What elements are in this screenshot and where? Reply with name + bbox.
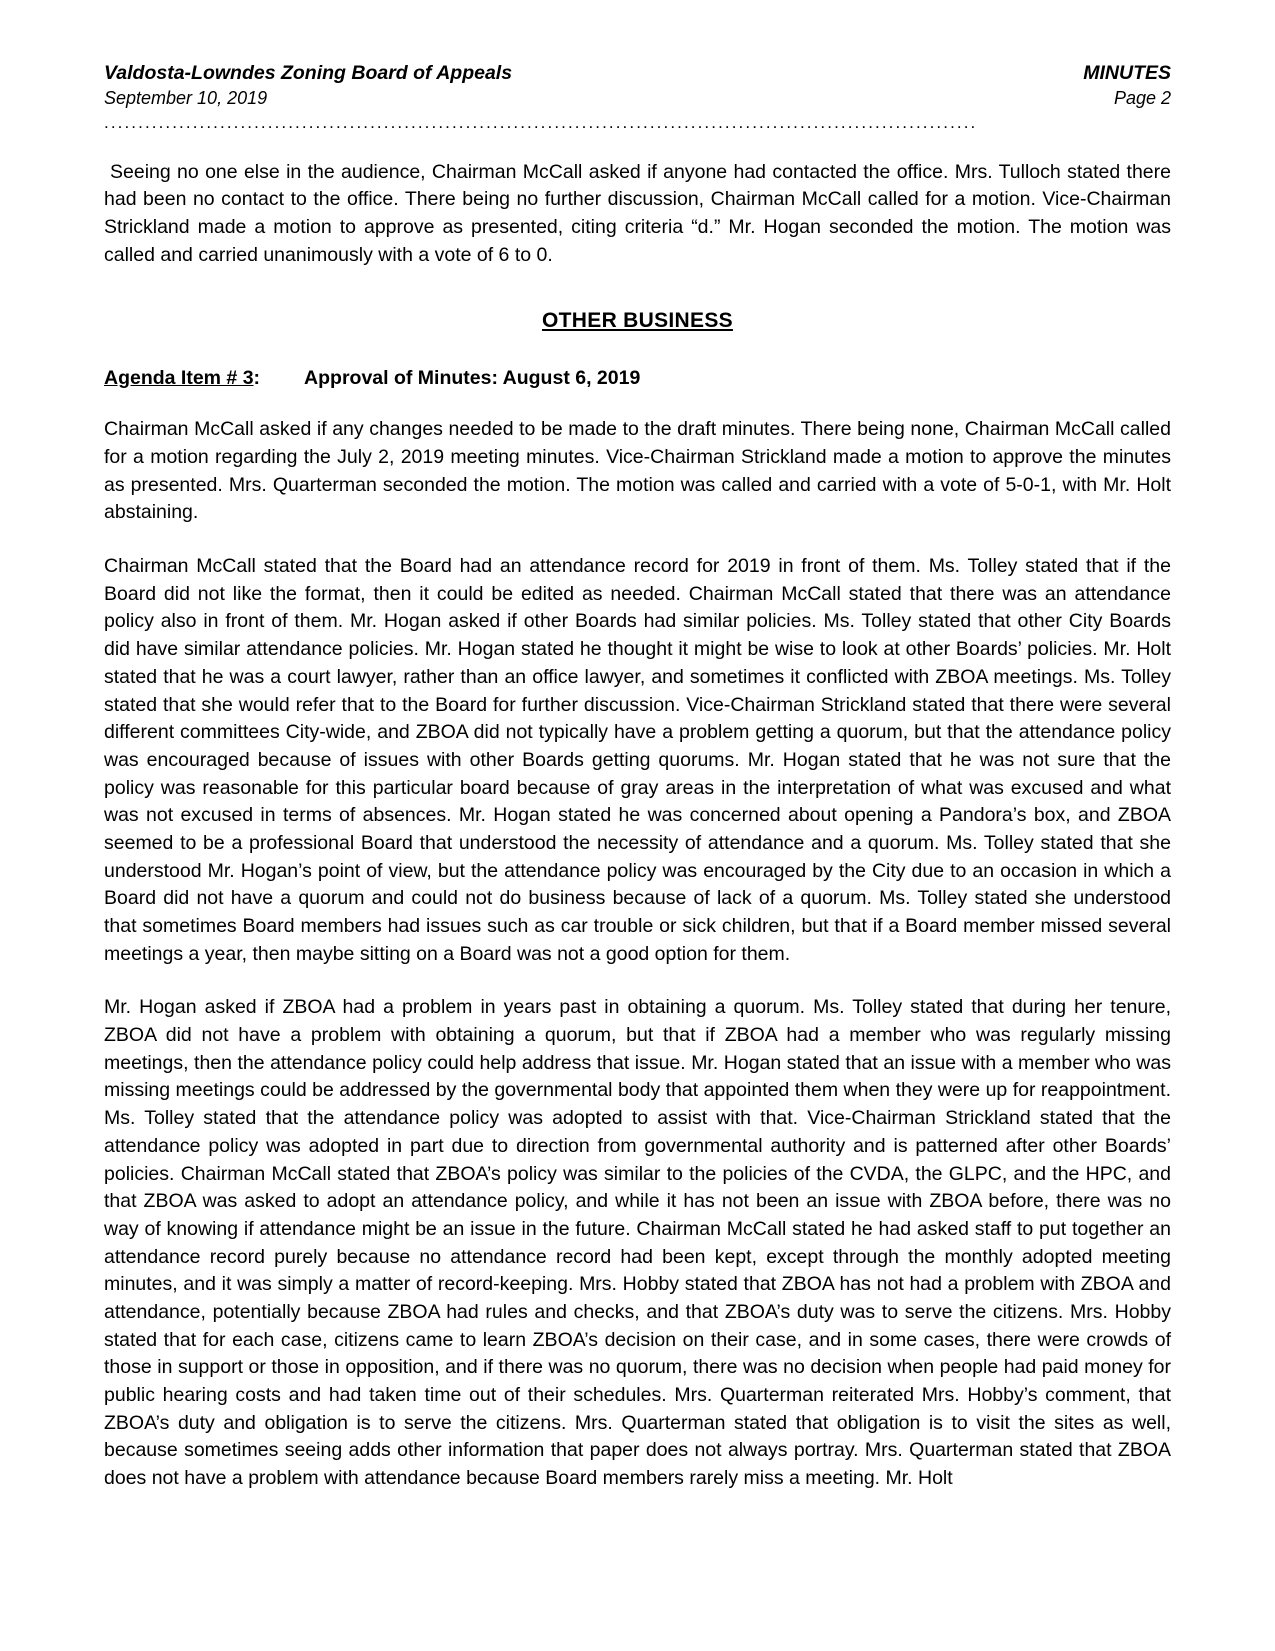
header-divider: ................................................................................................................................ bbox=[104, 112, 978, 132]
page-number: Page 2 bbox=[1113, 88, 1171, 109]
agenda-item-colon: : bbox=[253, 367, 261, 390]
body-paragraph-1: Chairman McCall asked if any changes needed to be made to the draft minutes. There being none, Chairman McCall called for a motion regarding the July 2, 2019 meeting minutes. Vice-Chairman Strickland made a motion to approve the minutes as presented. Mrs. Quarterman seconded the motion. The motion was called and carried with a vote of 5-0-1, with Mr. Holt abstaining. bbox=[104, 418, 1171, 524]
agenda-item-label: Agenda Item # 3 bbox=[104, 367, 254, 390]
document-type: MINUTES bbox=[1083, 62, 1171, 84]
document-header bbox=[104, 60, 1171, 111]
header-left-block bbox=[104, 60, 512, 111]
body-paragraph-2: Chairman McCall stated that the Board had an attendance record for 2019 in front of them. Ms. Tolley stated that if the Board did not like the format, then it could be edited as needed. Chairman McCall stated that there was an attendance policy also in front of them. Mr. Hogan asked if other Boards had similar policies. Ms. Tolley stated that other City Boards did have similar attendance policies. Mr. Hogan stated he thought it might be wise to look at other Boards’ policies. Mr. Holt stated that he was a court lawyer, rather than an office lawyer, and sometimes it conflicted with ZBOA meetings. Ms. Tolley stated that she would refer that to the Board for further discussion. Vice-Chairman Strickland stated that there were several different committees City-wide, and ZBOA did not typically have a problem getting a quorum, but that the attendance policy was encouraged because of issues with other Boards getting quorums. Mr. Hogan stated that he was not sure that the policy was reasonable for this particular board because of gray areas in the interpretation of what was excused and what was not excused in terms of absences. Mr. Hogan stated he was concerned about opening a Pandora’s box, and ZBOA seemed to be a professional Board that understood the necessity of attendance and a quorum. Ms. Tolley stated that she understood Mr. Hogan’s point of view, but the attendance policy was encouraged by the City due to an occasion in which a Board did not have a quorum and could not do business because of lack of a quorum. Ms. Tolley stated she understood that sometimes Board members had issues such as car trouble or sick children, but that if a Board member missed several meetings a year, then maybe sitting on a Board was not a good option for them. bbox=[104, 555, 1171, 965]
body-paragraph-3: Mr. Hogan asked if ZBOA had a problem in years past in obtaining a quorum. Ms. Tolley stated that during her tenure, ZBOA did not have a problem with obtaining a quorum, but that if ZBOA had a member who was regularly missing meetings, then the attendance policy could help address that issue. Mr. Hogan stated that an issue with a member who was missing meetings could be addressed by the governmental body that appointed them when they were up for reappointment. Ms. Tolley stated that the attendance policy was adopted to assist with that. Vice-Chairman Strickland stated that the attendance policy was adopted in part due to direction from governmental authority and is patterned after other Boards’ policies. Chairman McCall stated that ZBOA’s policy was similar to the policies of the CVDA, the GLPC, and the HPC, and that ZBOA was asked to adopt an attendance policy, and while it has not been an issue with ZBOA before, there was no way of knowing if attendance might be an issue in the future. Chairman McCall stated he had asked staff to put together an attendance record purely because no attendance record had been kept, except through the monthly adopted meeting minutes, and it was simply a matter of record-keeping. Mrs. Hobby stated that ZBOA has not had a problem with ZBOA and attendance, potentially because ZBOA had rules and checks, and that ZBOA’s duty was to serve the citizens. Mrs. Hobby stated that for each case, citizens came to learn ZBOA’s decision on their case, and in some cases, there were crowds of those in support or those in opposition, and if there was no quorum, there was no decision when people had paid money for public hearing costs and had taken time out of their schedules. Mrs. Quarterman reiterated Mrs. Hobby’s comment, that ZBOA’s duty and obligation is to serve the citizens. Mrs. Quarterman stated that obligation is to visit the sites as well, because sometimes seeing adds other information that paper does not always portray. Mrs. Quarterman stated that ZBOA does not have a problem with attendance because Board members rarely miss a meeting. Mr. Holt bbox=[104, 996, 1171, 1490]
header-right-block bbox=[1083, 60, 1171, 111]
board-title: Valdosta-Lowndes Zoning Board of Appeals bbox=[104, 62, 513, 84]
agenda-item-line bbox=[104, 367, 1171, 390]
meeting-date: September 10, 2019 bbox=[104, 88, 268, 109]
section-heading: OTHER BUSINESS bbox=[542, 309, 733, 333]
intro-paragraph: Seeing no one else in the audience, Chairman McCall asked if anyone had contacted the office. Mrs. Tulloch stated there had been no contact to the office. There being no further discussion, Chairman McCall called for a motion. Vice-Chairman Strickland made a motion to approve as presented, citing criteria “d.” Mr. Hogan seconded the motion. The motion was called and carried unanimously with a vote of 6 to 0. bbox=[104, 160, 1171, 266]
agenda-item-value: Approval of Minutes: August 6, 2019 bbox=[304, 367, 641, 390]
